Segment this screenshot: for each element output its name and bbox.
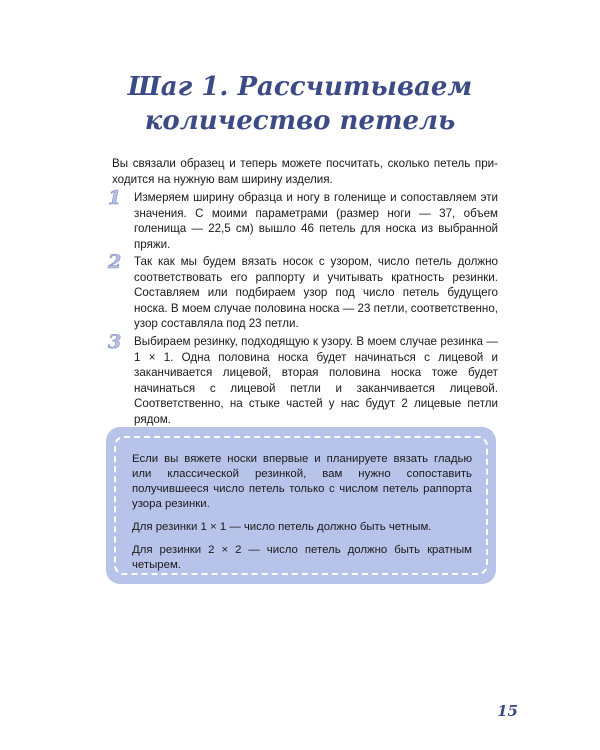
step-text: Измеряем ширину образца и ногу в голенище и сопоставляем эти значения. С моими параметрами (размер ноги — 37, объем голенища — 22,5 см) вышло 46 петель для носка из выбранной пряжи. <box>134 191 498 251</box>
page-title: Шаг 1. Рассчитываем количество петель <box>127 72 473 136</box>
step-1 <box>108 187 498 252</box>
page-number: 15 <box>497 702 518 720</box>
step-number: 2 <box>108 251 122 273</box>
note-paragraph: Для резинки 1 × 1 — число петель должно быть четным. <box>132 521 432 533</box>
note-text <box>132 452 472 581</box>
step-number: 1 <box>108 187 122 209</box>
note-paragraph: Если вы вяжете носки впервые и планируете вязать гладью или классической резинкой, вам нужно сопоставить получившееся число петель только с числом петель раппорта узора резинки. <box>132 453 472 510</box>
step-3 <box>108 331 498 427</box>
step-number: 3 <box>108 331 122 353</box>
step-2 <box>108 251 498 332</box>
note-paragraph: Для резинки 2 × 2 — число петель должно быть кратным четырем. <box>132 544 472 571</box>
step-text: Выбираем резинку, подходящую к узору. В моем случае резинка — 1 × 1. Одна половина носка будет начинаться с лицевой и заканчивается лицевой, вторая половина носка тоже будет начинаться с лицевой петли и заканчивается лицевой. Соответственно, на стыке частей у нас будут 2 лицевые петли рядом. <box>134 335 498 426</box>
note-box <box>106 427 496 584</box>
step-text: Так как мы будем вязать носок с узором, число петель должно соответствовать его раппорту и учитывать кратность резинки. Составляем или подбираем узор под число петель будущего носка. В моем случае половина носка — 23 петли, соответственно, узор составляла под 23 петли. <box>134 255 498 330</box>
intro-paragraph: Вы связали образец и теперь можете посчитать, сколько петель приходится на нужную вам ширину изделия. <box>112 157 498 186</box>
